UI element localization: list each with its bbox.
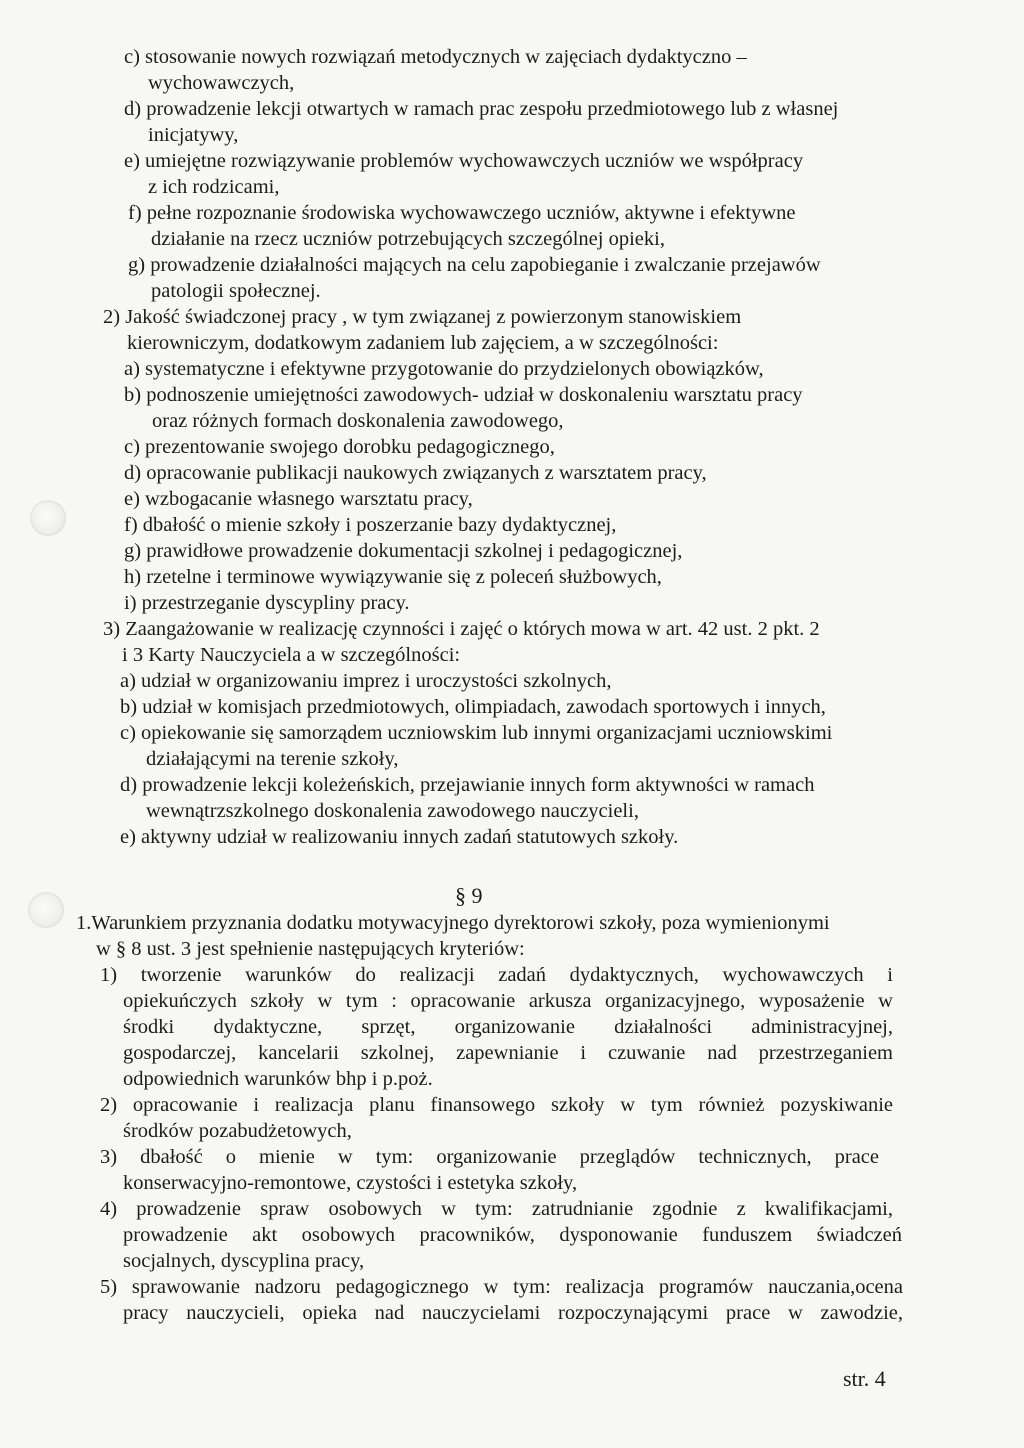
criteria-item-text: opiekuńczych szkoły w tym : opracowanie arkusza organizacyjnego, wyposażenie w	[123, 990, 893, 1012]
list-item-text: z ich rodzicami,	[148, 176, 280, 198]
criteria-item-text: 1) tworzenie warunków do realizacji zadań dydaktycznych, wychowawczych i	[100, 964, 893, 986]
paragraph-text: w § 8 ust. 3 jest spełnienie następujących kryteriów:	[96, 938, 525, 960]
criteria-item-text: 5) sprawowanie nadzoru pedagogicznego w tym: realizacja programów nauczania,ocena	[100, 1276, 903, 1298]
criteria-item-text: konserwacyjno-remontowe, czystości i estetyka szkoły,	[123, 1172, 578, 1194]
list-item-text: oraz różnych formach doskonalenia zawodowego,	[152, 410, 564, 432]
section-heading: § 9	[455, 883, 483, 908]
punch-hole-mark	[30, 500, 66, 536]
list-item-text: h) rzetelne i terminowe wywiązywanie się z poleceń służbowych,	[124, 566, 662, 588]
list-item-text: i) przestrzeganie dyscypliny pracy.	[124, 592, 410, 614]
criteria-item-text: socjalnych, dyscyplina pracy,	[123, 1250, 365, 1272]
criteria-item-text: środki dydaktyczne, sprzęt, organizowanie działalności administracyjnej,	[123, 1016, 893, 1038]
list-item-text: f) pełne rozpoznanie środowiska wychowawczego uczniów, aktywne i efektywne	[128, 202, 796, 224]
section-item-text: 3) Zaangażowanie w realizację czynności i zajęć o których mowa w art. 42 ust. 2 pkt. 2	[103, 618, 820, 640]
list-item-text: a) systematyczne i efektywne przygotowanie do przydzielonych obowiązków,	[124, 358, 764, 380]
criteria-item-text: środków pozabudżetowych,	[123, 1120, 352, 1142]
criteria-item-text: gospodarczej, kancelarii szkolnej, zapewnianie i czuwanie nad przestrzeganiem	[123, 1042, 893, 1064]
paragraph-text: 1.Warunkiem przyznania dodatku motywacyjnego dyrektorowi szkoły, poza wymienionymi	[76, 912, 830, 934]
list-item-text: e) umiejętne rozwiązywanie problemów wychowawczych uczniów we współpracy	[124, 150, 804, 172]
list-item-text: działającymi na terenie szkoły,	[146, 748, 399, 770]
criteria-item-text: prowadzenie akt osobowych pracowników, dysponowanie funduszem świadczeń	[123, 1224, 902, 1246]
page-number: str. 4	[843, 1366, 886, 1391]
list-item-text: b) podnoszenie umiejętności zawodowych- udział w doskonaleniu warsztatu pracy	[124, 384, 803, 406]
list-item-text: b) udział w komisjach przedmiotowych, olimpiadach, zawodach sportowych i innych,	[120, 696, 826, 718]
list-item-text: a) udział w organizowaniu imprez i uroczystości szkolnych,	[120, 670, 612, 692]
list-item-text: e) wzbogacanie własnego warsztatu pracy,	[124, 488, 473, 510]
list-item-text: g) prowadzenie działalności mających na celu zapobieganie i zwalczanie przejawów	[128, 254, 821, 276]
list-item-text: f) dbałość o mienie szkoły i poszerzanie bazy dydaktycznej,	[124, 514, 617, 536]
section-item-text: kierowniczym, dodatkowym zadaniem lub zajęciem, a w szczególności:	[127, 332, 719, 354]
list-item-text: d) prowadzenie lekcji koleżeńskich, przejawianie innych form aktywności w ramach	[120, 774, 815, 796]
list-item-text: inicjatywy,	[148, 124, 239, 146]
criteria-item-text: pracy nauczycieli, opieka nad nauczycielami rozpoczynającymi prace w zawodzie,	[123, 1302, 903, 1324]
list-item-text: wewnątrzszkolnego doskonalenia zawodowego nauczycieli,	[146, 800, 639, 822]
list-item-text: patologii społecznej.	[151, 280, 321, 302]
list-item-text: wychowawczych,	[148, 72, 295, 94]
punch-hole-mark	[28, 892, 64, 928]
section-item-text: 2) Jakość świadczonej pracy , w tym związanej z powierzonym stanowiskiem	[103, 306, 742, 328]
criteria-item-text: 4) prowadzenie spraw osobowych w tym: zatrudnianie zgodnie z kwalifikacjami,	[100, 1198, 893, 1220]
criteria-item-text: 2) opracowanie i realizacja planu finansowego szkoły w tym również pozyskiwanie	[100, 1094, 893, 1116]
section-item-text: i 3 Karty Nauczyciela a w szczególności:	[122, 644, 461, 666]
list-item-text: działanie na rzecz uczniów potrzebujących szczególnej opieki,	[151, 228, 665, 250]
list-item-text: d) prowadzenie lekcji otwartych w ramach prac zespołu przedmiotowego lub z własnej	[124, 98, 839, 120]
list-item-text: c) prezentowanie swojego dorobku pedagogicznego,	[124, 436, 555, 458]
list-item-text: c) opiekowanie się samorządem uczniowskim lub innymi organizacjami uczniowskimi	[120, 722, 833, 744]
list-item-text: d) opracowanie publikacji naukowych związanych z warsztatem pracy,	[124, 462, 707, 484]
criteria-item-text: 3) dbałość o mienie w tym: organizowanie przeglądów technicznych, prace	[100, 1146, 879, 1168]
list-item-text: e) aktywny udział w realizowaniu innych zadań statutowych szkoły.	[120, 826, 679, 848]
list-item-text: c) stosowanie nowych rozwiązań metodycznych w zajęciach dydaktyczno –	[124, 46, 747, 68]
list-item-text: g) prawidłowe prowadzenie dokumentacji szkolnej i pedagogicznej,	[124, 540, 683, 562]
criteria-item-text: odpowiednich warunków bhp i p.poż.	[123, 1068, 433, 1090]
